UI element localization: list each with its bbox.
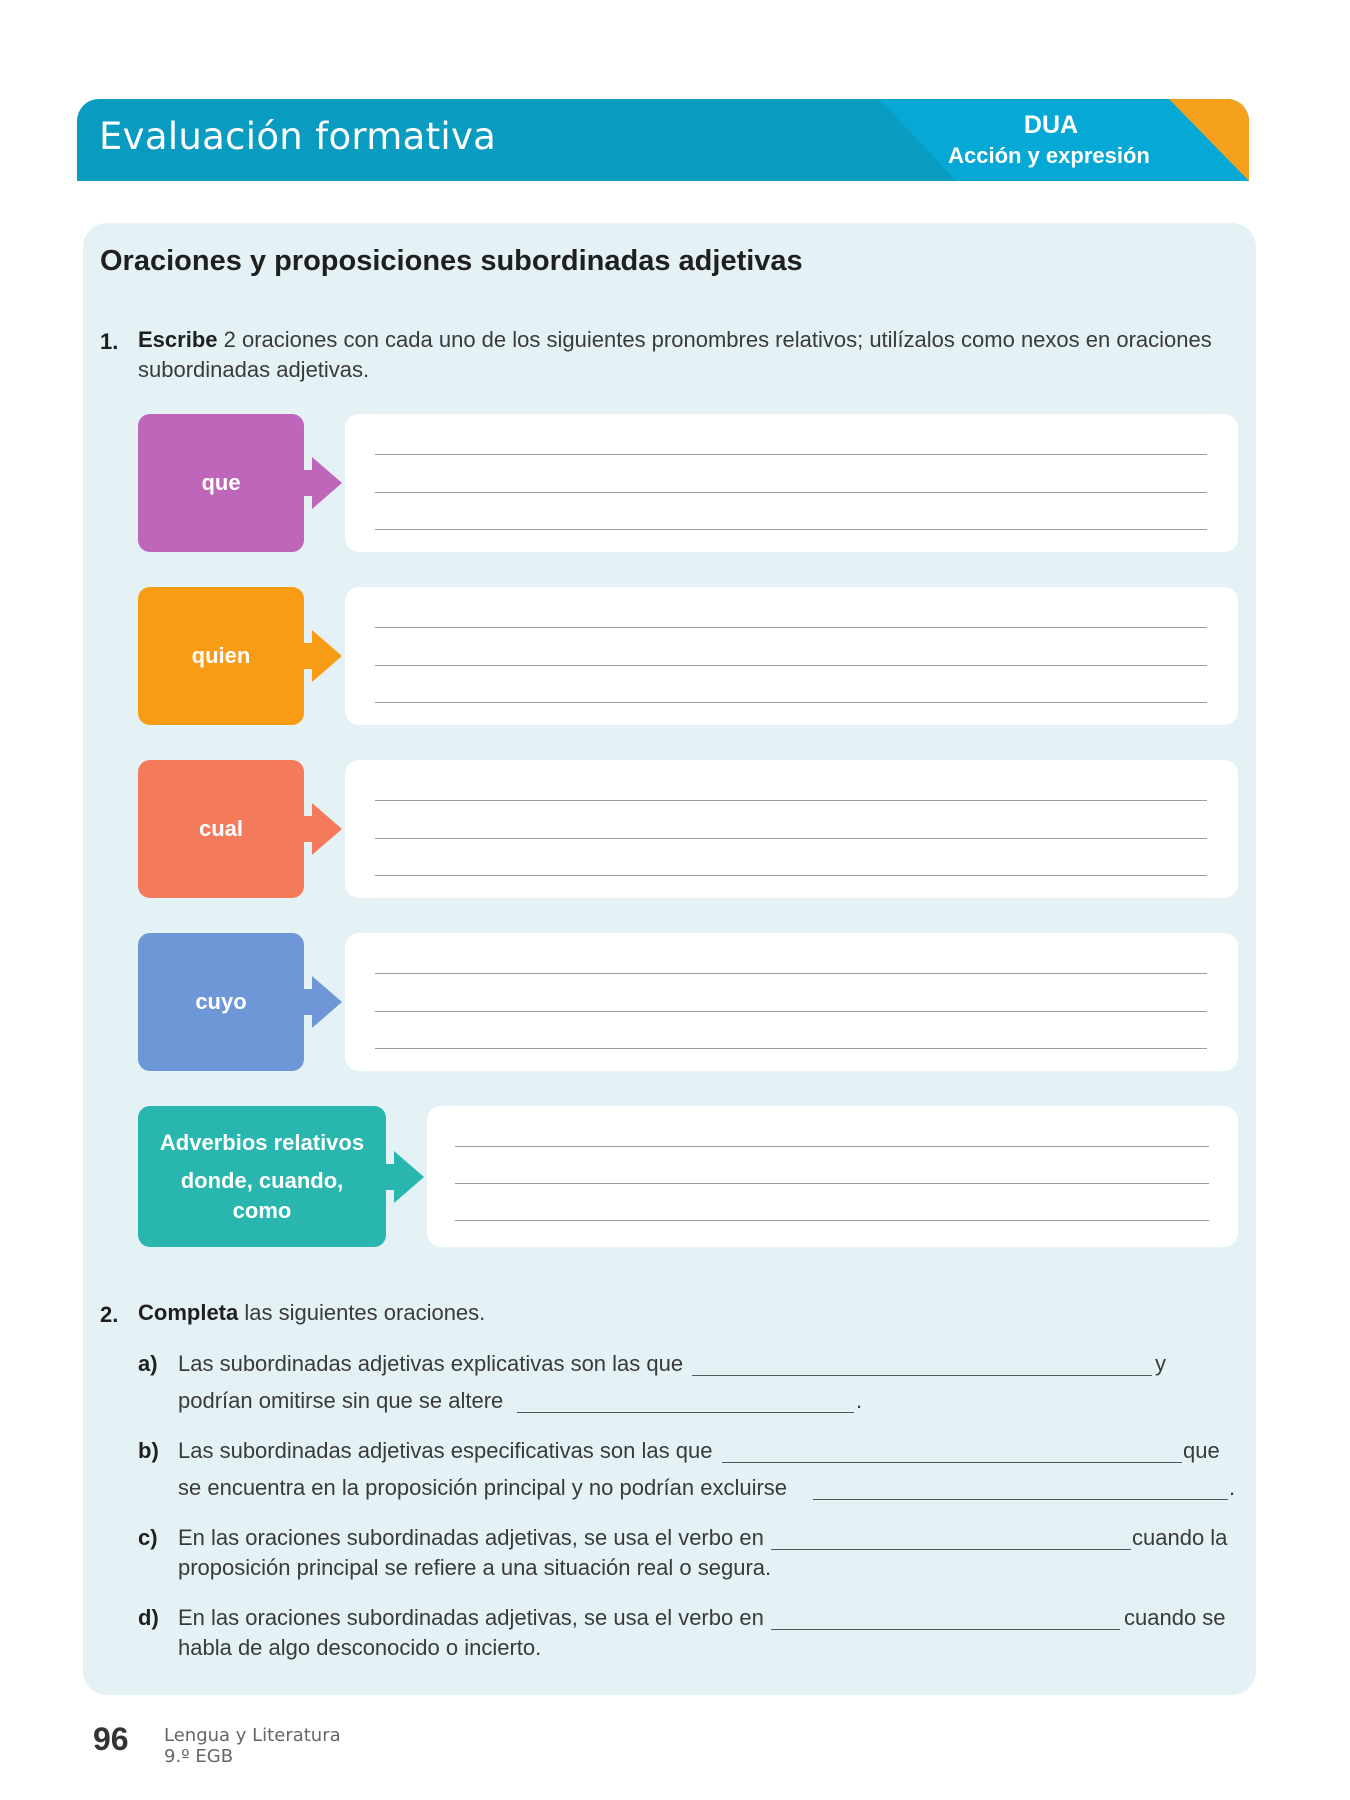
pronoun-label: que <box>201 470 241 495</box>
arrow-right-icon <box>312 630 342 682</box>
answer-line[interactable] <box>375 838 1207 839</box>
pronoun-box-que <box>138 414 304 552</box>
answer-box-cuyo[interactable] <box>345 933 1238 1071</box>
answer-line[interactable] <box>375 665 1207 666</box>
item-d-label: d) <box>138 1605 159 1630</box>
pronoun-label: cual <box>198 816 244 841</box>
section-title: Oraciones y proposiciones subordinadas adjetivas <box>100 245 803 277</box>
item-c-line1: En las oraciones subordinadas adjetivas, se usa el verbo en <box>178 1525 764 1550</box>
footer-grade: 9.º EGB <box>164 1746 234 1767</box>
adverbs-list-line2: como <box>232 1197 292 1223</box>
arrow-right-icon <box>394 1151 424 1203</box>
question-1-instruction: 2 oraciones con cada uno de los siguientes pronombres relativos; utilízalos como nexos en oraciones subordinadas adjetivas. <box>138 327 1212 382</box>
answer-box-que[interactable] <box>345 414 1238 552</box>
item-d-blank[interactable] <box>771 1629 1120 1630</box>
answer-box-adverbs[interactable] <box>427 1106 1238 1247</box>
answer-line[interactable] <box>375 875 1207 876</box>
pronoun-box-quien <box>138 587 304 725</box>
item-a-line2-end: . <box>856 1388 863 1413</box>
item-c-blank[interactable] <box>771 1549 1131 1550</box>
pronoun-label: cuyo <box>195 989 247 1014</box>
adverbs-box <box>138 1106 386 1247</box>
question-2-instruction: las siguientes oraciones. <box>238 1300 486 1325</box>
item-b-line1-end: que <box>1183 1438 1220 1463</box>
pronoun-label: quien <box>191 643 251 668</box>
item-a-label: a) <box>138 1351 158 1376</box>
answer-box-cual[interactable] <box>345 760 1238 898</box>
answer-line[interactable] <box>375 702 1207 703</box>
answer-line[interactable] <box>455 1220 1209 1221</box>
page-title: Evaluación formativa <box>99 115 497 158</box>
item-d-line1: En las oraciones subordinadas adjetivas, se usa el verbo en <box>178 1605 764 1630</box>
item-b-line2: se encuentra en la proposición principal y no podrían excluirse <box>178 1475 788 1500</box>
item-b-label: b) <box>138 1438 159 1463</box>
pronoun-box-cual <box>138 760 304 898</box>
item-c-line2: proposición principal se refiere a una situación real o segura. <box>178 1555 772 1580</box>
item-a-line1-end: y <box>1155 1351 1166 1376</box>
item-a-blank-1[interactable] <box>692 1375 1152 1376</box>
item-a-blank-2[interactable] <box>517 1412 854 1413</box>
item-b-blank-1[interactable] <box>722 1462 1182 1463</box>
answer-line[interactable] <box>375 800 1207 801</box>
question-1-number: 1. <box>100 329 119 354</box>
item-b-line1: Las subordinadas adjetivas especificativas son las que <box>178 1438 713 1463</box>
answer-line[interactable] <box>375 973 1207 974</box>
dua-title: DUA <box>1023 111 1079 139</box>
question-1-verb: Escribe <box>138 327 218 352</box>
item-c-label: c) <box>138 1525 158 1550</box>
arrow-right-icon <box>312 457 342 509</box>
adverbs-title: Adverbios relativos <box>159 1129 365 1155</box>
answer-box-quien[interactable] <box>345 587 1238 725</box>
page-number: 96 <box>93 1721 129 1757</box>
answer-line[interactable] <box>375 454 1207 455</box>
item-b-line2-end: . <box>1229 1475 1236 1500</box>
question-2-verb: Completa <box>138 1300 239 1325</box>
item-a-line2: podrían omitirse sin que se altere <box>178 1388 504 1413</box>
answer-line[interactable] <box>455 1146 1209 1147</box>
dua-subtitle: Acción y expresión <box>948 143 1150 168</box>
question-2-number: 2. <box>100 1302 119 1327</box>
adverbs-list-line1: donde, cuando, <box>180 1167 344 1193</box>
item-b-blank-2[interactable] <box>813 1499 1228 1500</box>
question-1-text <box>138 325 1248 385</box>
answer-line[interactable] <box>375 627 1207 628</box>
item-c-line1-end: cuando la <box>1132 1525 1228 1550</box>
question-2-text <box>138 1298 1238 1328</box>
item-d-line1-end: cuando se <box>1124 1605 1226 1630</box>
answer-line[interactable] <box>375 1011 1207 1012</box>
item-a-line1: Las subordinadas adjetivas explicativas son las que <box>178 1351 684 1376</box>
item-d-line2: habla de algo desconocido o incierto. <box>178 1635 542 1660</box>
answer-line[interactable] <box>375 1048 1207 1049</box>
answer-line[interactable] <box>455 1183 1209 1184</box>
answer-line[interactable] <box>375 529 1207 530</box>
answer-line[interactable] <box>375 492 1207 493</box>
footer-subject: Lengua y Literatura <box>164 1725 341 1746</box>
pronoun-box-cuyo <box>138 933 304 1071</box>
arrow-right-icon <box>312 803 342 855</box>
header-banner <box>77 99 1249 181</box>
arrow-right-icon <box>312 976 342 1028</box>
